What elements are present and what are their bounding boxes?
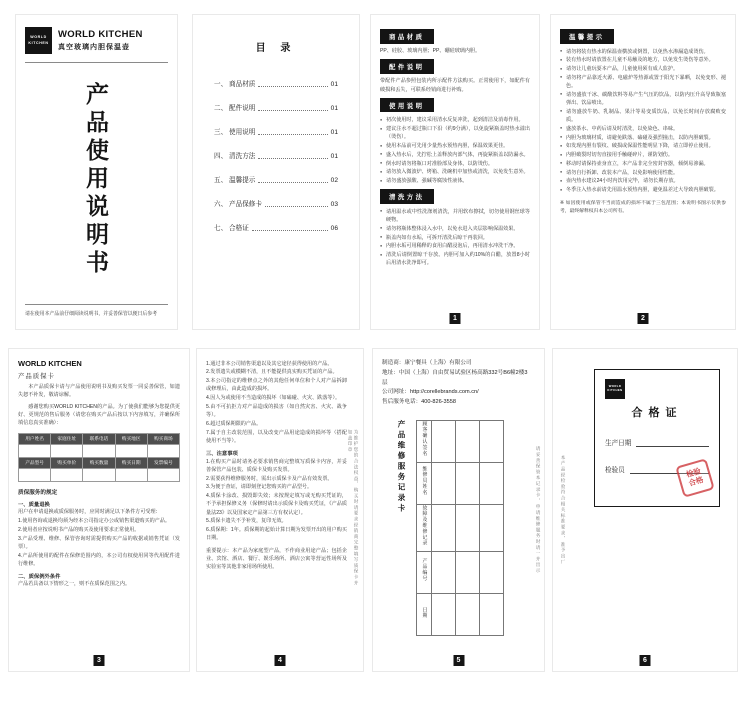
usage-item: ● 请勿盛放强酸、强碱等腐蚀性液体。 — [380, 177, 530, 185]
certificate-title: 合格证 — [631, 407, 683, 419]
toc-item — [214, 222, 338, 232]
toc-leader-dots — [258, 182, 327, 183]
warranty-field-value — [19, 469, 51, 482]
tip-item: ● 壶内热水建议24小时内饮用完毕，请勿长期存放。 — [560, 177, 726, 185]
toc-leader-dots — [265, 206, 328, 207]
warranty-label-row-1 — [19, 434, 180, 445]
toc-item-page: 01 — [330, 129, 338, 136]
repair-table-row — [417, 504, 504, 551]
brand-name: WORLD KITCHEN — [58, 28, 143, 40]
toc-item-label: 一、 商品材质 — [214, 81, 256, 88]
product-name: 真空玻璃内胆保温壶 — [58, 44, 130, 52]
hotline-line: 售后服务电话：400-826-3558 — [382, 399, 456, 406]
warranty-table — [18, 433, 180, 482]
page-toc — [192, 14, 360, 330]
tips-list — [560, 48, 726, 195]
warranty-field-value — [115, 469, 147, 482]
warranty-field-value — [83, 469, 115, 482]
toc-item-page: 01 — [330, 81, 338, 88]
warranty-field-value — [51, 469, 83, 482]
section-header-cleaning: 清洗方法 — [380, 189, 434, 204]
repair-empty-cell — [456, 552, 480, 594]
repair-column-label-text: 故障及维修记录 — [421, 504, 427, 547]
repair-empty-cell — [480, 594, 504, 636]
warranty-rule-item: 1.使用咨询或退换均须为经本公司指定办公或销售渠道购买的产品。 — [18, 518, 170, 524]
toc-item — [214, 150, 338, 160]
repair-empty-cell — [456, 504, 480, 551]
warranty-field-value — [19, 445, 51, 458]
toc-item-label: 三、 使用说明 — [214, 129, 256, 136]
exclusion-item: 1.通过非本公司销售渠道以及其它途径获得使用的产品。 — [206, 360, 333, 367]
repair-empty-cell — [432, 420, 456, 462]
materials-text: PP、硅胶、玻璃内胆；PP、硼硅玻璃内胆。 — [380, 48, 481, 54]
repair-empty-cell — [480, 462, 504, 504]
tip-item: ● 请勿让儿童玩耍本产品，儿童使用须有成人监护。 — [560, 65, 726, 73]
page-cover — [15, 14, 178, 330]
notice-item: 6.质保期：1年。质保期的起始计算日期为发票开出的用户购买日期。 — [206, 527, 347, 542]
warranty-field-value — [115, 445, 147, 458]
page5-side-note: 请妥善保管本记录卡，申请维修服务时请一并出示 — [536, 446, 541, 574]
warranty-rule-item: 2.使用者应按说明书产品的购买及使用要求正常使用。 — [18, 526, 140, 533]
toc-item-page: 06 — [330, 225, 338, 232]
warranty-field-label: 购买日期 — [115, 458, 147, 469]
cleaning-item: ● 瓶盖内如有水垢，可拆开清洗后晾干再装回。 — [380, 234, 530, 242]
toc-item-label: 七、 合格证 — [214, 225, 249, 232]
warranty-field-label: 产品型号 — [19, 458, 51, 469]
tip-item: ● 盛放茶水、中药后请及时清洗，以免染色、串味。 — [560, 125, 726, 133]
page-3 — [8, 348, 190, 672]
toc-item-label: 五、 温馨提示 — [214, 177, 256, 184]
toc-list — [214, 78, 338, 232]
cleaning-item: ● 请勿将瓶体整体浸入水中，以免水进入夹层影响保温效果。 — [380, 225, 530, 233]
warranty-field-label: 购买地区 — [115, 434, 147, 445]
repair-card — [396, 420, 530, 636]
usage-item: ● 盛入热水后，先拧松上盖释放内部气体，再旋紧瓶盖以防漏水。 — [380, 151, 530, 159]
tip-item: ● 请勿自行拆卸、改装本产品，以免影响使用性能。 — [560, 169, 726, 177]
repair-table-row — [417, 552, 504, 594]
repair-column-label-text: 产品编号 — [421, 558, 427, 583]
warranty-label-row-2 — [19, 458, 180, 469]
usage-item: ● 请勿放入微波炉、烤箱、洗碗机中加热或清洗，以免发生意外。 — [380, 168, 530, 176]
usage-item: ● 建议注水不超过瓶口下沿（约9分满），以免旋紧瓶盖时热水溢出（烫伤）。 — [380, 125, 530, 142]
cleaning-item: ● 请用温水或中性洗涤剂清洗，并用软布擦拭，切勿使用钢丝球等硬物。 — [380, 208, 530, 225]
repair-table-body — [417, 420, 504, 635]
warranty-field-label: 购买商场 — [147, 434, 179, 445]
cover-head-text — [58, 29, 143, 53]
repair-empty-cell — [480, 552, 504, 594]
exclusion-item: 4.因人为或使用不当造成的损坏（如磕碰、火灾、跌落等）。 — [206, 395, 341, 401]
toc-item — [214, 174, 338, 184]
repair-column-label — [417, 552, 432, 594]
toc-item-page: 03 — [330, 201, 338, 208]
toc-leader-dots — [258, 134, 327, 135]
warranty-section2-text: 产品若具备以下情形之一，则不在质保范围之内。 — [18, 581, 131, 587]
toc-item-page: 01 — [330, 105, 338, 112]
repair-column-label-text: 日期 — [421, 606, 427, 619]
logo-word-bottom: KITCHEN — [607, 388, 623, 392]
notice-item: 4.质保卡涂改、损毁即失效；未按规定填写或无购买凭证的，不予承担保修义务（保修时请出示质保卡及购买凭证，《产品质量法23》以及国家定产品第三方有权认定）。 — [206, 493, 347, 516]
exclusion-item: 7.属于自主改装范围，以及改变产品用途造成的损坏等（搭配使用不当等）。 — [206, 429, 347, 444]
toc-item-label: 二、 配件说明 — [214, 105, 256, 112]
exclusion-item: 2.发票遗失或模糊不清，且不能提供真实购买凭证的产品。 — [206, 369, 338, 376]
brand-name: WORLD KITCHEN — [18, 359, 82, 368]
brand-logo — [25, 27, 52, 54]
page-number: 6 — [640, 655, 651, 666]
toc-item — [214, 78, 338, 88]
warranty-section2-title: 二、质保例外条件 — [18, 574, 61, 580]
warranty-field-label: 家庭住址 — [51, 434, 83, 445]
repair-column-label — [417, 462, 432, 504]
page-number: 4 — [275, 655, 286, 666]
warranty-section1-title: 一、质量退换 — [18, 502, 50, 509]
production-date-label: 生产日期 — [605, 440, 632, 447]
toc-title: 目 录 — [255, 43, 297, 54]
exclusion-item: 5.由不可抗拒力对产品造成的损害（如自然灾害、火灾、战争等）。 — [206, 403, 347, 418]
repair-empty-cell — [432, 552, 456, 594]
tip-item: ● 请勿盛放牛奶、乳制品、果汁等易变质饮品，以免长时间存放腐败变质。 — [560, 108, 726, 125]
notices-title: 三、注意事项 — [206, 451, 238, 457]
usage-list — [380, 116, 530, 185]
tip-item: ● 装有热水时请放置在儿童不易触及的地方，以免发生烫伤等意外。 — [560, 56, 726, 64]
warranty-intro-1: 本产品质保卡请与产品使用说明书及购买发票一同妥善保管，如遗失恕不补发，敬请谅解。 — [18, 384, 180, 399]
page-number: 1 — [450, 313, 461, 324]
usage-item: ● 使用本品前可先用少量热水预热内胆，保温效果更佳。 — [380, 142, 530, 150]
repair-column-label — [417, 504, 432, 551]
warranty-section1-list — [18, 517, 180, 568]
warranty-field-value — [147, 445, 179, 458]
repair-column-label — [417, 594, 432, 636]
toc-item-page: 01 — [330, 153, 338, 160]
repair-table-row — [417, 462, 504, 504]
repair-column-label-text: 维修员姓名 — [421, 466, 427, 496]
notice-item: 3.为便于查证，请即刻登记您购买的产品型号。 — [206, 484, 313, 491]
toc-leader-dots — [258, 110, 327, 111]
warranty-table-body — [19, 434, 180, 482]
logo-word-bottom: KITCHEN — [28, 40, 49, 45]
repair-empty-cell — [456, 462, 480, 504]
repair-table-row — [417, 594, 504, 636]
toc-item-label: 六、 产品保修卡 — [214, 201, 262, 208]
page-2 — [550, 14, 736, 330]
important-note: 重要提示：本产品为家庭型产品，不作商业用途产品；包括企业、宾馆、酒店、餐厅、娱乐场所、酒店公寓等营运性场所及实验室等其他非家用场所使用。 — [206, 547, 347, 570]
section-header-materials: 商品材质 — [380, 29, 434, 44]
accessories-text: 带配件产品参照包装内所示配件方法购买。正常使用下，如配件有破损和丢失，可联系经销商进行补购。 — [380, 78, 530, 93]
tip-item: ● 请勿将产品靠近火源、电磁炉等热源或置于阳光下暴晒，以免变形、褪色。 — [560, 74, 726, 91]
notices-list — [206, 458, 347, 543]
logo-word-top: WORLD — [30, 35, 47, 40]
inspector-label: 检验员 — [605, 467, 625, 474]
warranty-rules-title: 质保服务的规定 — [18, 490, 58, 497]
page-1 — [370, 14, 540, 330]
tip-item: ● 请勿盛放干冰、碳酸饮料等易产生气压的饮品，以防内压升高导致瓶塞弹出、饮品喷出。 — [560, 91, 726, 108]
warranty-field-label: 购买数量 — [83, 458, 115, 469]
cleaning-item: ● 清洗后请倒置晾干存放。内胆可加入约10%的白醋，放置8小时后用清水洗净即可。 — [380, 251, 530, 268]
warranty-intro-2: 感谢您购买WORLD KITCHEN的产品。为了使我们能够为您提供更好、更规范的售后服务（请您在购买产品后按以下内容填写，并确保所填信息真实准确）： — [18, 403, 180, 426]
usage-item: ● 初次使用时，建议采用清水反复冲洗，起到清洁及消毒作用。 — [380, 116, 530, 124]
exclusion-item: 6.超过质保期限的产品。 — [206, 420, 262, 427]
toc-item — [214, 102, 338, 112]
tip-item: ● 内胆破裂时切勿直接用手触碰碎片，谨防划伤。 — [560, 151, 726, 159]
manual-title: 产品使用说明书 — [83, 82, 109, 278]
notice-item: 1.在购买产品时请务必要求销售商完整填写质保卡内容，并妥善保管产品包装、质保卡及购买发票。 — [206, 458, 347, 473]
warranty-section1-intro: 用户在申请退换或质保服务时，应同时满足以下条件方可受理： — [18, 509, 161, 516]
toc-leader-dots — [258, 86, 327, 87]
repair-empty-cell — [480, 504, 504, 551]
page-number: 2 — [638, 313, 649, 324]
warranty-field-value — [147, 469, 179, 482]
warranty-field-value — [83, 445, 115, 458]
warranty-field-label: 发票编号 — [147, 458, 179, 469]
section-header-usage: 使用说明 — [380, 98, 434, 113]
usage-item: ● 倒水时请勿将瓶口对准脸部及身体，以防烫伤。 — [380, 160, 530, 168]
section-header-tips: 温馨提示 — [560, 29, 614, 44]
notice-item: 2.需要获得维修服务时，需出示质保卡及产品有效发票。 — [206, 475, 333, 482]
warranty-card-title: 产品质保卡 — [18, 373, 55, 380]
page-5 — [372, 348, 545, 672]
cleaning-list — [380, 208, 530, 268]
page-4 — [196, 348, 364, 672]
warranty-value-row-2 — [19, 469, 180, 482]
tip-item: ● 移动时请保持壶身直立，本产品非完全密封容器，倾倒易渗漏。 — [560, 160, 726, 168]
address-line: 地址：中国（上海）自由贸易试验区杨高路332号B6幢2楼3层 — [382, 369, 528, 386]
toc-item — [214, 198, 338, 208]
tip-item: ● 内胆为玻璃材质，请避免跌落、磕碰及强烈撞击，以防内胆破裂。 — [560, 134, 726, 142]
repair-card-title: 产品维修服务记录卡 — [397, 419, 406, 515]
tip-item: ● 冬季注入热水前请先用温水预热内胆，避免温差过大导致内胆破裂。 — [560, 186, 726, 194]
page-number: 5 — [453, 655, 464, 666]
repair-empty-cell — [432, 594, 456, 636]
toc-leader-dots — [258, 158, 327, 159]
repair-record-table — [416, 420, 504, 636]
warranty-field-label: 购买单价 — [51, 458, 83, 469]
website-line: 公司网址：http://corellebrands.com.cn/ — [382, 389, 479, 396]
production-date-row — [605, 437, 709, 447]
tip-item: ● 请勿将装有热水的保温壶横放或倒置，以免热水渗漏造成烫伤。 — [560, 48, 726, 56]
repair-table-row — [417, 420, 504, 462]
exclusion-list — [206, 360, 347, 446]
manual-title-wrap — [16, 81, 177, 279]
warranty-field-label: 用户姓名 — [19, 434, 51, 445]
exclusion-item: 3.本公司指定的维修点之外的其他任何单位和个人对产品拆卸或修理后，由此造成的损坏。 — [206, 378, 347, 393]
warranty-value-row-1 — [19, 445, 180, 458]
notice-item: 5.质保卡遗失不予补发，复印无效。 — [206, 518, 287, 525]
certificate-box — [594, 369, 720, 507]
page6-side-note: 本产品经检验符合相关标准要求，准予出厂 — [561, 454, 566, 566]
warranty-field-label: 联系电话 — [83, 434, 115, 445]
warranty-field-value — [51, 445, 83, 458]
repair-empty-cell — [456, 420, 480, 462]
repair-column-label-text: 顾客确认签名 — [421, 421, 427, 457]
repair-empty-cell — [480, 420, 504, 462]
page-number: 3 — [94, 655, 105, 666]
tips-footnote: ※ 如因使用或保管不当而造成的损坏不属于三包范围；本说明书图示仅供参考，最终解释权归本公司所有。 — [560, 201, 726, 214]
brand-logo — [605, 379, 625, 399]
cover-footer-note: 请在使用本产品前仔细阅读说明书，并妥善保管以便日后参考 — [25, 304, 168, 317]
toc-item — [214, 126, 338, 136]
repair-column-label — [417, 420, 432, 462]
repair-empty-cell — [456, 594, 480, 636]
divider — [25, 62, 168, 63]
section-header-accessories: 配件说明 — [380, 59, 434, 74]
tip-item: ● 如发现内胆有裂纹、破损或保温性能明显下降，请立即停止使用。 — [560, 142, 726, 150]
cover-header — [16, 15, 177, 62]
toc-item-label: 四、 清洗方法 — [214, 153, 256, 160]
toc-item-page: 02 — [330, 177, 338, 184]
repair-empty-cell — [432, 504, 456, 551]
warranty-rule-item: 4.产品所使用的配件在保修范围内的，本公司有权使用同等代用配件进行维修。 — [18, 552, 180, 567]
warranty-rule-item: 3.产品受理、维修、保管咨询时需提供购买产品的收据或销售凭证（发票）。 — [18, 535, 180, 550]
manufacturer-line: 制造商：康宁餐具（上海）有限公司 — [382, 360, 472, 366]
toc-leader-dots — [252, 230, 328, 231]
repair-empty-cell — [432, 462, 456, 504]
cleaning-item: ● 内胆水垢可用稀释的食用白醋浸泡后，再用清水冲洗干净。 — [380, 242, 530, 250]
page-6 — [552, 348, 738, 672]
logo-word-top: WORLD — [608, 384, 622, 389]
page4-side-note: 为维护您的合法权益，购买时请要求经销商完整填写质保卡并加盖印章 — [348, 429, 359, 587]
inspection-stamp-text: 检验合格 — [685, 466, 705, 488]
production-date-blank-line — [636, 446, 709, 447]
